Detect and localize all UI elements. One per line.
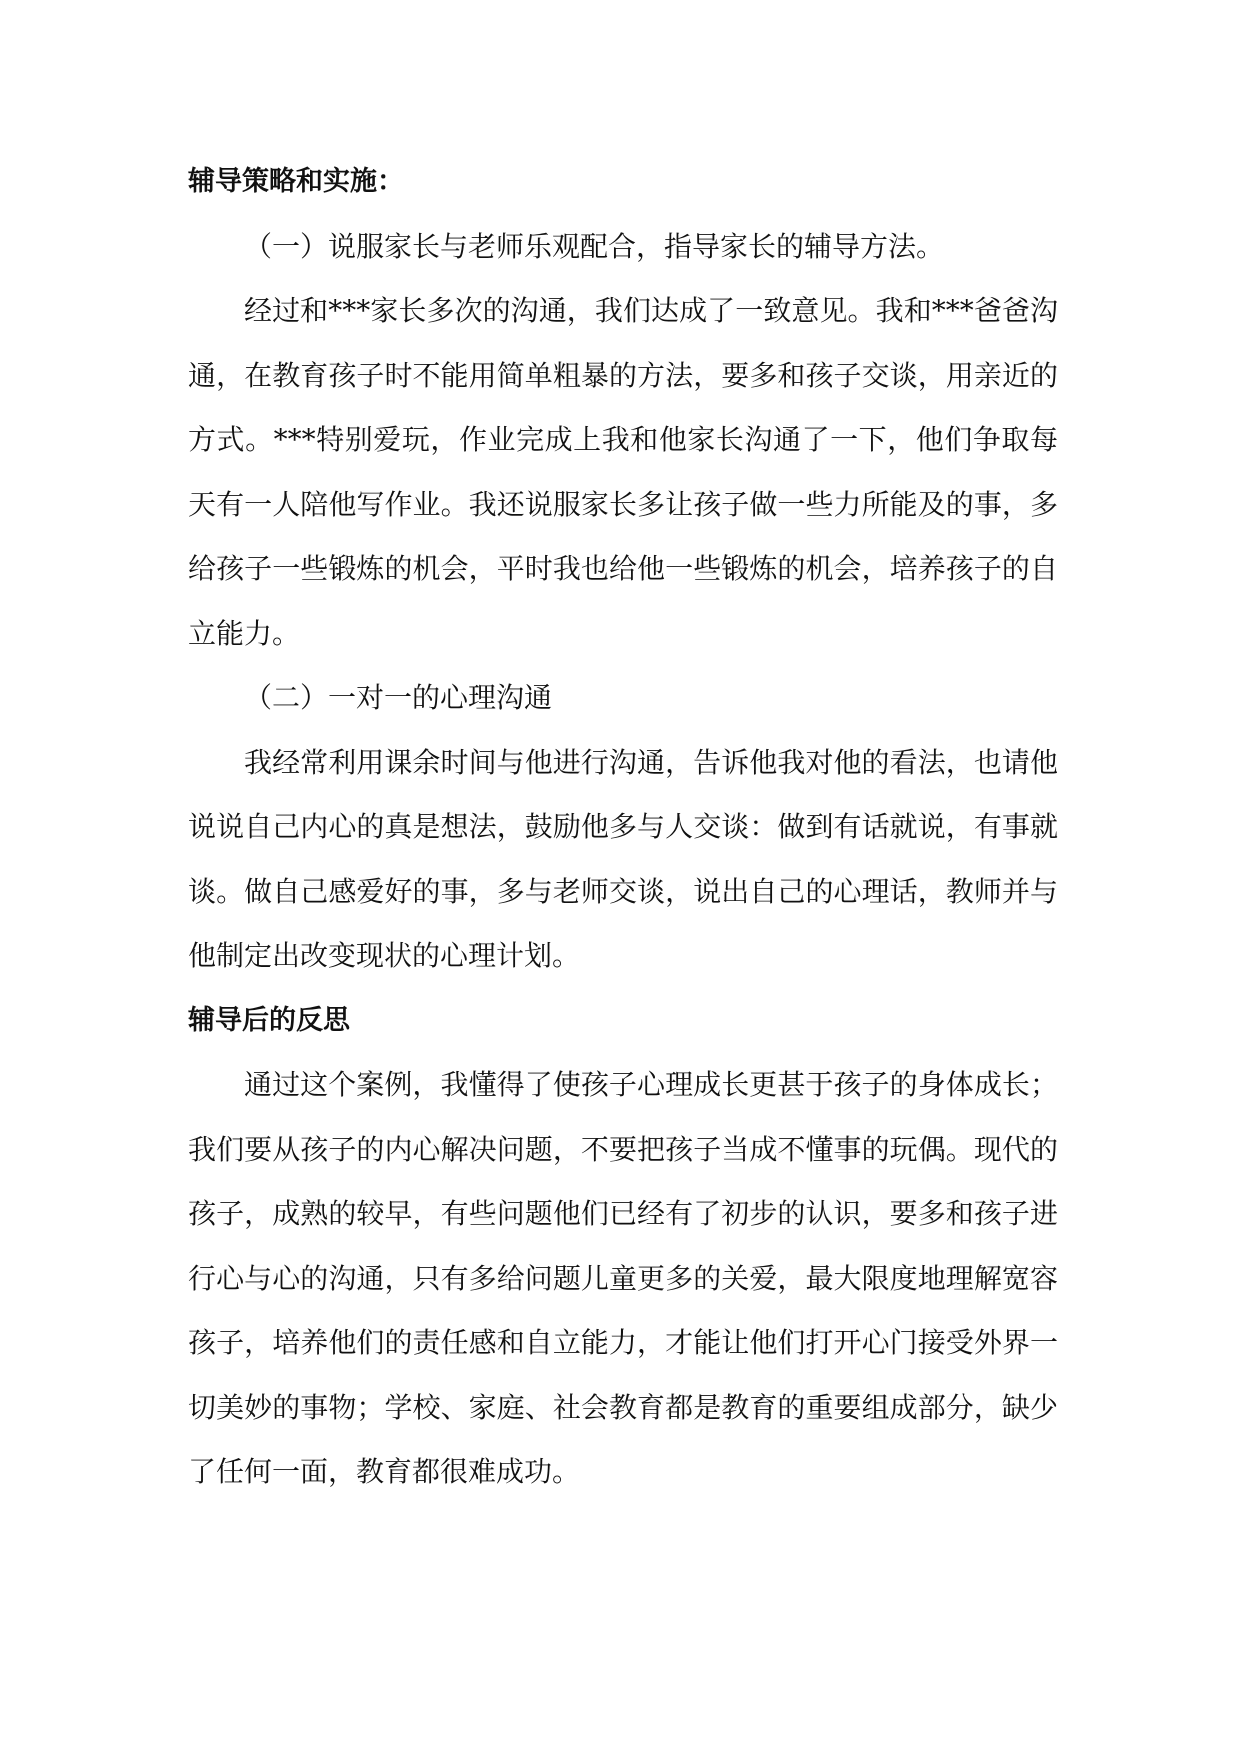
paragraph-psychological-communication: 我经常利用课余时间与他进行沟通，告诉他我对他的看法，也请他说说自己内心的真是想法，鼓励他多与人交谈：做到有话就说，有事就谈。做自己感爱好的事，多与老师交谈，说出自己的心理话，教师并与他制定出改变现状的心理计划。 (188, 745, 1058, 972)
subheading-parent-cooperation: （一）说服家长与老师乐观配合，指导家长的辅导方法。 (244, 229, 945, 263)
subheading-one-on-one: （二）一对一的心理沟通 (244, 681, 553, 714)
section-heading-reflection: 辅导后的反思 (188, 1004, 350, 1036)
paragraph-parent-communication: 经过和***家长多次的沟通，我们达成了一致意见。我和***爸爸沟通，在教育孩子时不能用简单粗暴的方法，要多和孩子交谈，用亲近的方式。***特别爱玩，作业完成上我和他家长沟通了一下，他们争取每天有一人陪他写作业。我还说服家长多让孩子做一些力所能及的事，多给孩子一些锻炼的机会，平时我也给他一些锻炼的机会，培养孩子的自立能力。 (188, 294, 1058, 650)
section-heading-strategy: 辅导策略和实施： (188, 166, 404, 197)
document-page (188, 150, 1058, 1505)
paragraph-reflection: 通过这个案例，我懂得了使孩子心理成长更甚于孩子的身体成长；我们要从孩子的内心解决问题，不要把孩子当成不懂事的玩偶。现代的孩子，成熟的较早，有些问题他们已经有了初步的认识，要多和孩子进行心与心的沟通，只有多给问题儿童更多的关爱，最大限度地理解宽容孩子，培养他们的责任感和自立能力，才能让他们打开心门接受外界一切美妙的事物；学校、家庭、社会教育都是教育的重要组成部分，缺少了任何一面，教育都很难成功。 (188, 1068, 1058, 1488)
